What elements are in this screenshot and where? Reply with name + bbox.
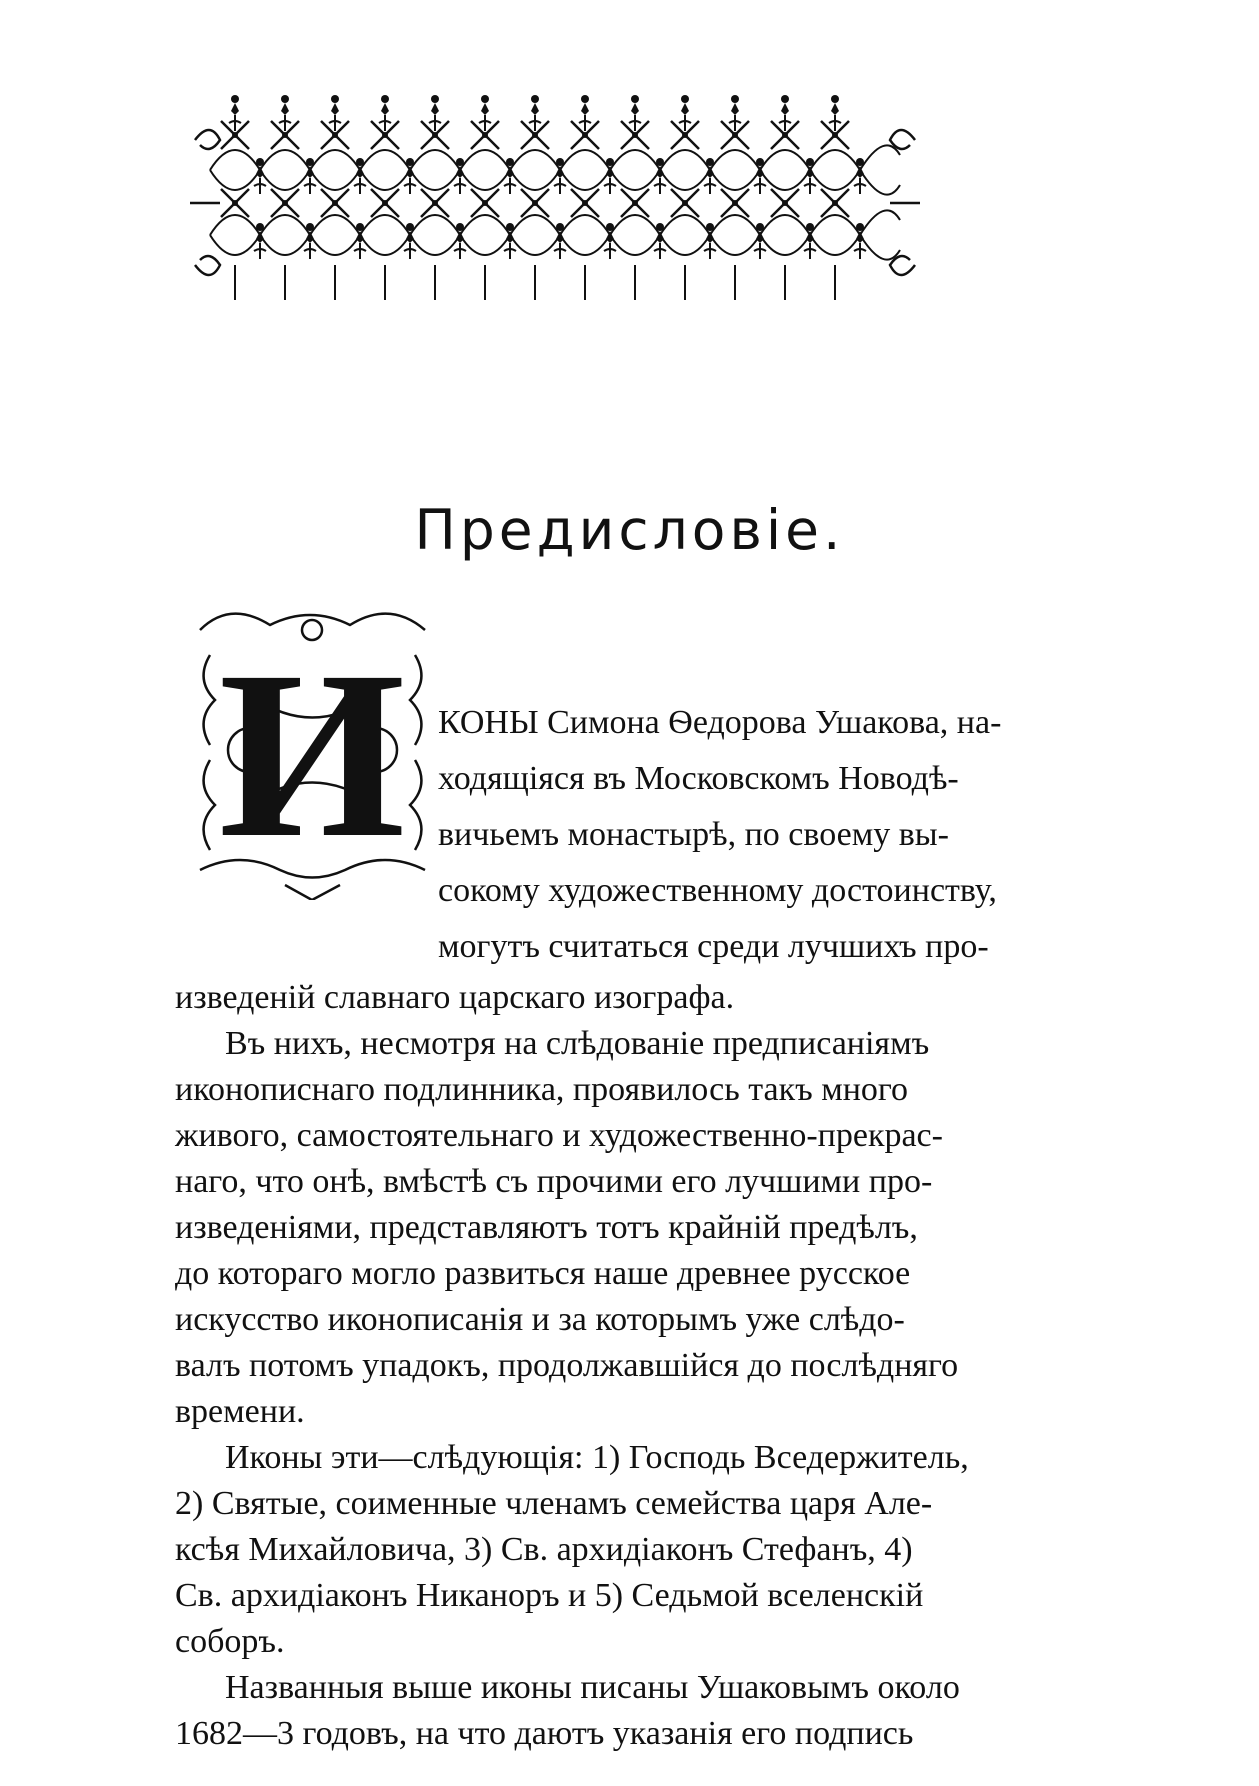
- text-line: времени.: [175, 1393, 305, 1430]
- text-line: Иконы эти—слѣдующія: 1) Господь Вседержитель,: [225, 1439, 969, 1476]
- paragraph-1-wrapped: [438, 695, 1080, 975]
- text-line: изведеній славнаго царскаго изографа.: [175, 979, 735, 1016]
- text-line: сокому художественному достоинству,: [438, 872, 997, 909]
- paragraph-2: [175, 1021, 1080, 1435]
- text-line: вичьемъ монастырѣ, по своему вы-: [438, 816, 949, 853]
- text-line: искусство иконописанія и за которымъ уже слѣдо-: [175, 1301, 905, 1338]
- text-line: наго, что онѣ, вмѣстѣ съ прочими его лучшими про-: [175, 1163, 933, 1200]
- text-line: Въ нихъ, несмотря на слѣдованіе предписаніямъ: [225, 1025, 930, 1062]
- drop-cap-initial: [190, 600, 435, 900]
- text-line: 2) Святые, соименные членамъ семейства царя Але-: [175, 1485, 933, 1522]
- text-line: Св. архидіаконъ Никаноръ и 5) Седьмой вселенскій: [175, 1577, 924, 1614]
- ornamental-headpiece: [190, 95, 920, 310]
- text-line: КОНЫ Симона Ѳедорова Ушакова, на-: [438, 704, 1002, 741]
- text-line: могутъ считаться среди лучшихъ про-: [438, 928, 989, 965]
- text-line: 1682—3 годовъ, на что даютъ указанія его подпись: [175, 1715, 914, 1752]
- text-line: иконописнаго подлинника, проявилось такъ много: [175, 1071, 909, 1108]
- page-title: Предисловіе.: [414, 498, 845, 562]
- text-line: ксѣя Михайловича, 3) Св. архидіаконъ Стефанъ, 4): [175, 1531, 913, 1568]
- text-line: до котораго могло развиться наше древнее русское: [175, 1255, 911, 1292]
- paragraph-4: [175, 1665, 1080, 1757]
- drop-cap-letter: И: [218, 621, 406, 887]
- text-line: ходящіяся въ Московскомъ Новодѣ-: [438, 760, 959, 797]
- text-line: соборъ.: [175, 1623, 285, 1660]
- text-line: живого, самостоятельнаго и художественно-прекрас-: [175, 1117, 943, 1154]
- text-line: изведеніями, представляютъ тотъ крайній предѣлъ,: [175, 1209, 918, 1246]
- text-line: Названныя выше иконы писаны Ушаковымъ около: [225, 1669, 960, 1706]
- paragraph-3: [175, 1435, 1080, 1665]
- text-line: валъ потомъ упадокъ, продолжавшійся до послѣдняго: [175, 1347, 959, 1384]
- paragraph-1-end: [175, 975, 1080, 1021]
